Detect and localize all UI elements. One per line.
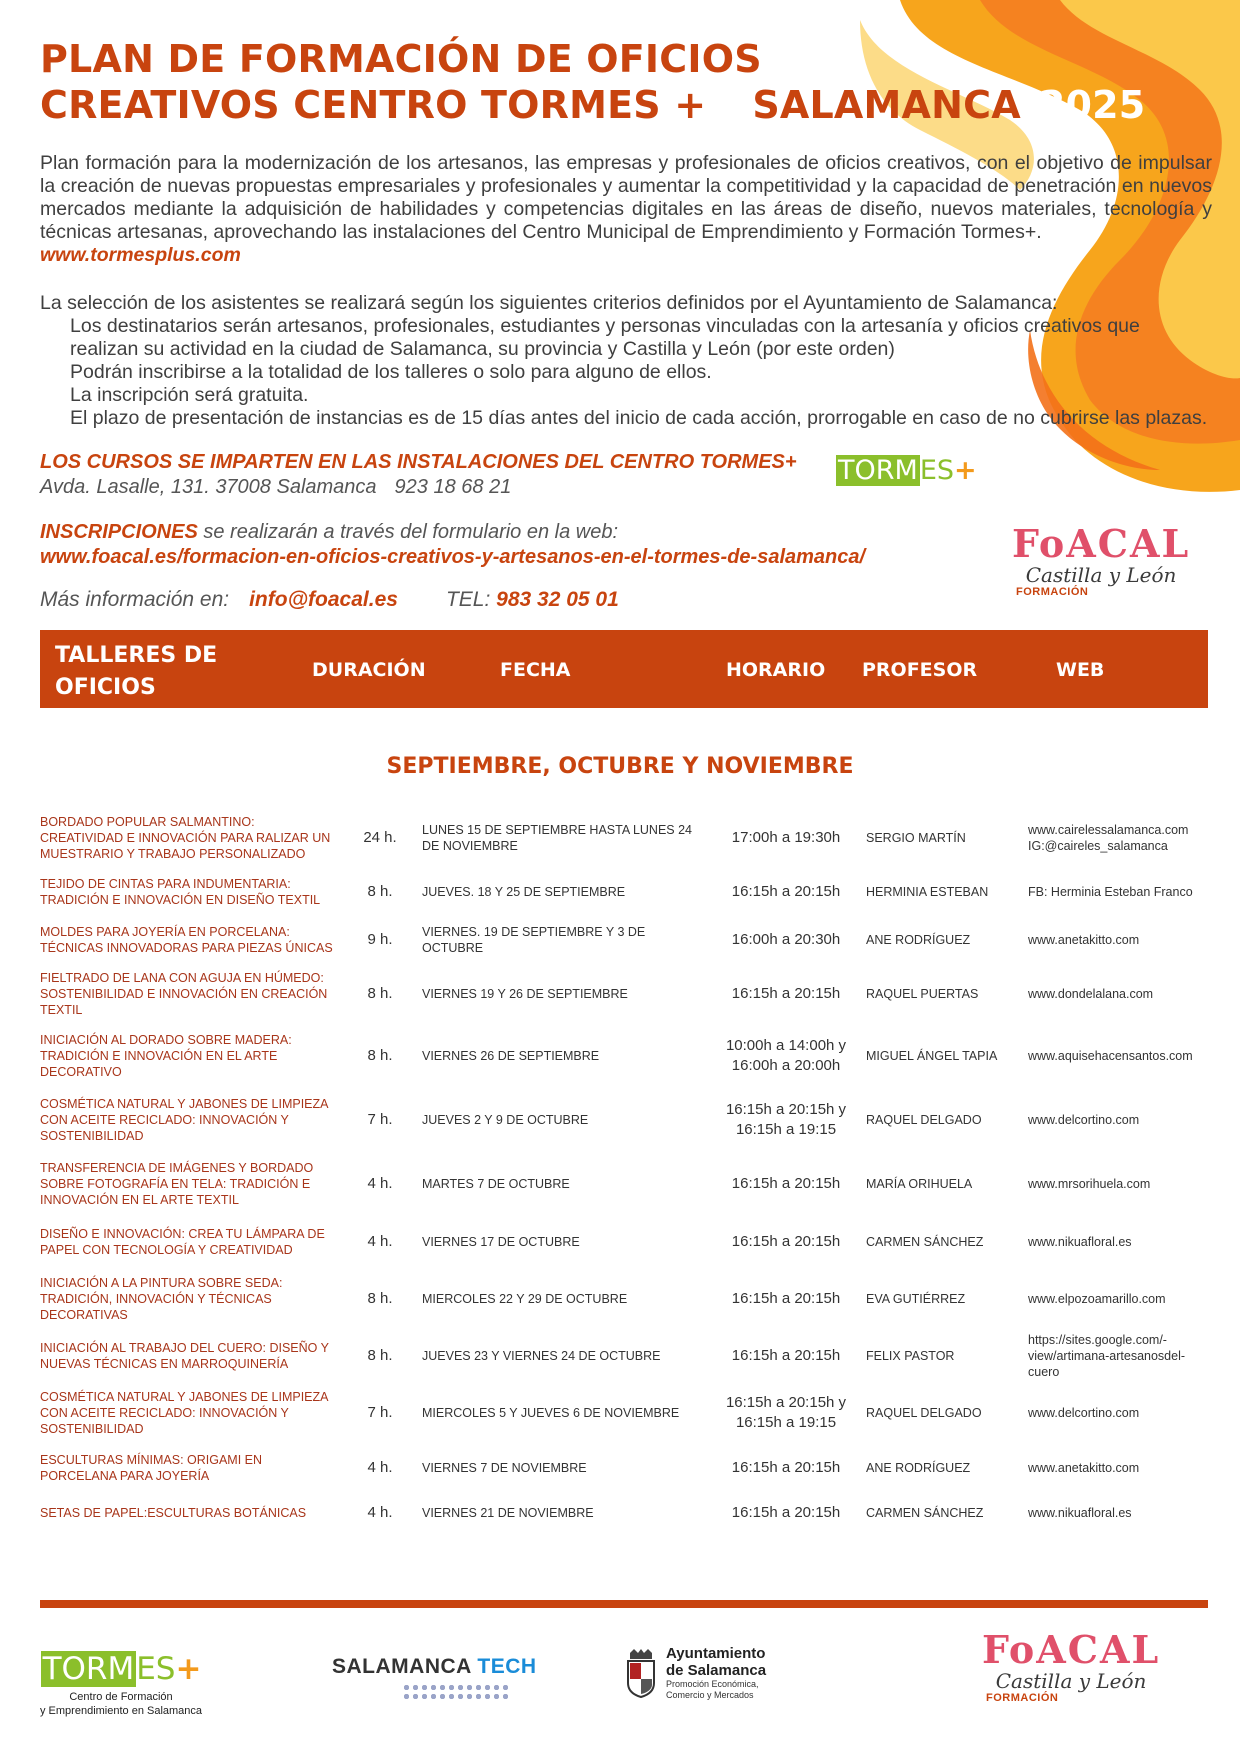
criteria-item: El plazo de presentación de instancias es de 15 días antes del inicio de cada acción, prorrogable en caso de no cubrirse las plazas.	[70, 407, 1208, 429]
title-line-2	[40, 82, 1145, 128]
workshop-date: VIERNES 7 DE NOVIEMBRE	[422, 1461, 587, 1475]
workshop-teacher: MARÍA ORIHUELA	[866, 1177, 973, 1191]
table-row	[40, 1216, 1220, 1268]
workshop-name: TEJIDO DE CINTAS PARA INDUMENTARIA: TRADICIÓN E INNOVACIÓN EN DISEÑO TEXTIL	[40, 877, 321, 907]
venue-address-line	[40, 475, 797, 500]
workshop-date: VIERNES 19 Y 26 DE SEPTIEMBRE	[422, 987, 628, 1001]
title-line-1: PLAN DE FORMACIÓN DE OFICIOS	[40, 37, 762, 81]
workshop-date: VIERNES. 19 DE SEPTIEMBRE Y 3 DE OCTUBRE	[422, 925, 646, 955]
workshop-web[interactable]: www.cairelessalamanca.com IG:@caireles_salamanca	[1028, 823, 1189, 853]
venue-phone: 923 18 68 21	[394, 476, 512, 498]
footer-tormes-logo	[40, 1652, 202, 1718]
header-duracion: DURACIÓN	[312, 659, 426, 681]
intro-text: Plan formación para la modernización de los artesanos, las empresas y profesionales de oficios creativos, con el objetivo de impulsar la creación de nuevas propuestas empresariales y profesionales y aumentar la competitividad y la capacidad de penetración en nuevos mercados mediante la adquisición de habilidades y competencias digitales en las áreas de diseño, nuevos materiales, tecnología y técnicas artesanas, aprovechando las instalaciones del Centro Municipal de Emprendimiento y Formación Tormes+.	[40, 152, 1212, 243]
workshop-date: JUEVES 2 Y 9 DE OCTUBRE	[422, 1113, 589, 1127]
workshop-date: MIERCOLES 5 Y JUEVES 6 DE NOVIEMBRE	[422, 1406, 680, 1420]
title-city: SALAMANCA	[752, 83, 1021, 127]
crest-icon	[624, 1647, 658, 1699]
table-row	[40, 1024, 1220, 1088]
workshop-teacher: HERMINIA ESTEBAN	[866, 885, 989, 899]
workshop-duration: 8 h.	[367, 1290, 393, 1307]
criteria-item: La inscripción será gratuita.	[70, 384, 309, 406]
header-talleres: TALLERES DE OFICIOS CREATIVOS	[55, 643, 218, 732]
workshop-duration: 7 h.	[367, 1404, 393, 1421]
workshop-date: JUEVES 23 Y VIERNES 24 DE OCTUBRE	[422, 1349, 661, 1363]
ayto-line-1: Ayuntamiento	[666, 1645, 766, 1662]
footer-divider	[40, 1600, 1208, 1608]
tormes-logo	[836, 456, 977, 486]
workshop-name: DISEÑO E INNOVACIÓN: CREA TU LÁMPARA DE PAPEL CON TECNOLOGÍA Y CREATIVIDAD	[40, 1227, 325, 1257]
workshop-duration: 4 h.	[367, 1459, 393, 1476]
table-row	[40, 1152, 1220, 1216]
workshop-time: 17:00h a 19:30h	[731, 829, 841, 846]
header-horario: HORARIO	[726, 659, 826, 681]
workshop-name: INICIACIÓN A LA PINTURA SOBRE SEDA: TRADICIÓN, INNOVACIÓN Y TÉCNICAS DECORATIVAS	[40, 1276, 283, 1322]
footer-foacal-word: FoACAL	[982, 1627, 1161, 1672]
workshop-teacher: SERGIO MARTÍN	[866, 831, 966, 845]
tormes-logo-b: ES	[919, 455, 955, 486]
workshop-name: BORDADO POPULAR SALMANTINO: CREATIVIDAD E INNOVACIÓN PARA RALIZAR UN MUESTRARIO Y TRABAJO PERSONALIZADO	[40, 815, 331, 861]
page-title	[40, 36, 1145, 128]
workshop-teacher: ANE RODRÍGUEZ	[866, 933, 971, 947]
workshop-duration: 7 h.	[367, 1111, 393, 1128]
workshop-web[interactable]: www.nikuafloral.es	[1028, 1506, 1132, 1520]
workshop-duration: 8 h.	[367, 1347, 393, 1364]
workshop-time: 16:15h a 20:15h	[731, 985, 841, 1002]
criteria-item: Podrán inscribirse a la totalidad de los talleres o solo para alguno de ellos.	[70, 361, 712, 383]
workshop-teacher: RAQUEL DELGADO	[866, 1406, 982, 1420]
workshop-name: FIELTRADO DE LANA CON AGUJA EN HÚMEDO: SOSTENIBILIDAD E INNOVACIÓN EN CREACIÓN TEXTIL	[40, 971, 328, 1017]
criteria-item: Los destinatarios serán artesanos, profesionales, estudiantes y personas vinculadas con la artesanía y oficios creativos que realizan su actividad en la ciudad de Salamanca, su provincia y Castilla y León (por este orden)	[70, 315, 1140, 360]
workshop-time: 16:15h a 20:15h y 16:15h a 19:15	[725, 1101, 847, 1138]
workshop-duration: 4 h.	[367, 1504, 393, 1521]
header-profesor: PROFESOR	[862, 659, 978, 681]
workshop-time: 16:15h a 20:15h	[731, 883, 841, 900]
foacal-logo	[1012, 521, 1191, 598]
workshop-time: 16:15h a 20:15h	[731, 1290, 841, 1307]
workshop-date: VIERNES 17 DE OCTUBRE	[422, 1235, 580, 1249]
contact-email[interactable]: info@foacal.es	[249, 588, 398, 611]
foacal-logo-sub: FORMACIÓN	[1016, 586, 1089, 598]
footer-salamanca-tech-logo	[332, 1655, 537, 1703]
venue-info	[40, 450, 797, 500]
workshop-table	[40, 808, 1220, 1534]
intro-paragraph	[40, 152, 1212, 267]
workshop-web[interactable]: https://sites.google.com/-view/artimana-artesanosdel-cuero	[1028, 1333, 1186, 1379]
salamanca-tech-wordmark	[332, 1655, 537, 1679]
tormes-logo-a: TORM	[838, 455, 918, 486]
workshop-time: 16:15h a 20:15h	[731, 1347, 841, 1364]
venue-heading: LOS CURSOS SE IMPARTEN EN LAS INSTALACIONES DEL CENTRO TORMES+	[40, 451, 797, 473]
table-row	[40, 1492, 1220, 1534]
registration-info	[40, 520, 865, 570]
workshop-name: INICIACIÓN AL DORADO SOBRE MADERA: TRADICIÓN E INNOVACIÓN EN EL ARTE DECORATIVO	[40, 1033, 292, 1079]
workshop-web[interactable]: FB: Herminia Esteban Franco	[1028, 885, 1193, 899]
workshop-duration: 8 h.	[367, 1047, 393, 1064]
workshop-time: 16:00h a 20:30h	[731, 931, 841, 948]
workshop-name: TRANSFERENCIA DE IMÁGENES Y BORDADO SOBRE FOTOGRAFÍA EN TELA: TRADICIÓN E INNOVACIÓN EN EL ARTE TEXTIL	[40, 1161, 314, 1207]
workshop-web[interactable]: www.delcortino.com	[1028, 1113, 1140, 1127]
workshop-time: 16:15h a 20:15h	[731, 1459, 841, 1476]
registration-label: INSCRIPCIONES	[40, 521, 198, 543]
contact-info	[40, 586, 619, 614]
workshop-date: VIERNES 26 DE SEPTIEMBRE	[422, 1049, 600, 1063]
footer-tormes-a: TORM	[42, 1651, 135, 1687]
workshop-duration: 4 h.	[367, 1175, 393, 1192]
table-row	[40, 1382, 1220, 1444]
salamanca-tech-b: TECH	[477, 1655, 537, 1678]
tormesplus-link[interactable]: www.tormesplus.com	[40, 244, 241, 266]
registration-url[interactable]: www.foacal.es/formacion-en-oficios-creativos-y-artesanos-en-el-tormes-de-salamanca/	[40, 546, 866, 568]
workshop-web[interactable]: www.elpozoamarillo.com	[1028, 1292, 1166, 1306]
header-web: WEB	[1056, 659, 1105, 681]
workshop-date: MARTES 7 DE OCTUBRE	[422, 1177, 570, 1191]
workshop-date: LUNES 15 DE SEPTIEMBRE HASTA LUNES 24 DE NOVIEMBRE	[422, 823, 693, 853]
table-row	[40, 916, 1220, 964]
workshop-date: VIERNES 21 DE NOVIEMBRE	[422, 1506, 594, 1520]
workshop-name: ESCULTURAS MÍNIMAS: ORIGAMI EN PORCELANA PARA JOYERÍA	[40, 1453, 263, 1483]
footer-ayuntamiento-logo	[624, 1645, 766, 1701]
table-row	[40, 1268, 1220, 1330]
contact-label: Más información en:	[40, 588, 230, 611]
salamanca-tech-a: SALAMANCA	[332, 1655, 478, 1678]
table-row	[40, 1444, 1220, 1492]
section-title: SEPTIEMBRE, OCTUBRE Y NOVIEMBRE	[386, 754, 854, 779]
footer-foacal-region: Castilla y León	[995, 1669, 1147, 1693]
workshop-time: 16:15h a 20:15h	[731, 1175, 841, 1192]
footer-tormes-wordmark	[40, 1652, 202, 1686]
ayto-line-3: Promoción Económica,	[666, 1679, 759, 1689]
criteria-lead: La selección de los asistentes se realizará según los siguientes criterios definidos por el Ayuntamiento de Salamanca:	[40, 292, 1058, 314]
footer-foacal-logo	[982, 1627, 1161, 1704]
workshop-name: SETAS DE PAPEL:ESCULTURAS BOTÁNICAS	[40, 1506, 307, 1520]
workshop-duration: 8 h.	[367, 985, 393, 1002]
foacal-logo-region: Castilla y León	[1025, 563, 1177, 587]
workshop-teacher: EVA GUTIÉRREZ	[866, 1292, 966, 1306]
table-header	[40, 630, 1208, 732]
workshop-duration: 24 h.	[363, 829, 397, 846]
ayto-line-4: Comercio y Mercados	[666, 1690, 754, 1700]
workshop-date: MIERCOLES 22 Y 29 DE OCTUBRE	[422, 1292, 628, 1306]
workshop-name: COSMÉTICA NATURAL Y JABONES DE LIMPIEZA CON ACEITE RECICLADO: INNOVACIÓN Y SOSTENIBILIDAD	[40, 1390, 328, 1436]
selection-criteria	[40, 292, 1212, 430]
workshop-web[interactable]: www.anetakitto.com	[1028, 933, 1140, 947]
table-row	[40, 1330, 1220, 1382]
workshop-duration: 9 h.	[367, 931, 393, 948]
table-row	[40, 868, 1220, 916]
workshop-time: 10:00h a 14:00h y 16:00h a 20:00h	[725, 1037, 847, 1074]
workshop-name: COSMÉTICA NATURAL Y JABONES DE LIMPIEZA CON ACEITE RECICLADO: INNOVACIÓN Y SOSTENIBILIDAD	[40, 1097, 328, 1143]
contact-tel-label: TEL:	[445, 588, 491, 611]
workshop-teacher: ANE RODRÍGUEZ	[866, 1461, 971, 1475]
footer-tormes-plus: +	[175, 1651, 202, 1687]
workshop-web[interactable]: www.delcortino.com	[1028, 1406, 1140, 1420]
workshop-teacher: CARMEN SÁNCHEZ	[866, 1235, 984, 1249]
workshop-web[interactable]: www.nikuafloral.es	[1028, 1235, 1132, 1249]
header-fecha: FECHA	[500, 659, 571, 681]
workshop-teacher: FELIX PASTOR	[866, 1349, 955, 1363]
workshop-web[interactable]: www.anetakitto.com	[1028, 1461, 1140, 1475]
workshop-web[interactable]: www.mrsorihuela.com	[1028, 1177, 1151, 1191]
workshop-duration: 4 h.	[367, 1233, 393, 1250]
workshop-time: 16:15h a 20:15h y 16:15h a 19:15	[725, 1394, 847, 1431]
table-row	[40, 808, 1220, 868]
workshop-name: INICIACIÓN AL TRABAJO DEL CUERO: DISEÑO Y NUEVAS TÉCNICAS EN MARROQUINERÍA	[40, 1341, 329, 1371]
footer-foacal-sub: FORMACIÓN	[986, 1692, 1059, 1704]
workshop-teacher: CARMEN SÁNCHEZ	[866, 1506, 984, 1520]
contact-tel[interactable]: 983 32 05 01	[496, 588, 619, 611]
workshop-web[interactable]: www.aquisehacensantos.com	[1028, 1049, 1193, 1063]
title-line-2-text: CREATIVOS CENTRO TORMES +	[40, 83, 707, 127]
workshop-name: MOLDES PARA JOYERÍA EN PORCELANA: TÉCNICAS INNOVADORAS PARA PIEZAS ÚNICAS	[40, 925, 333, 955]
workshop-teacher: RAQUEL DELGADO	[866, 1113, 982, 1127]
workshop-date: JUEVES. 18 Y 25 DE SEPTIEMBRE	[422, 885, 626, 899]
workshop-teacher: RAQUEL PUERTAS	[866, 987, 979, 1001]
workshop-teacher: MIGUEL ÁNGEL TAPIA	[866, 1049, 998, 1063]
ayto-line-2: de Salamanca	[666, 1662, 767, 1679]
workshop-time: 16:15h a 20:15h	[731, 1504, 841, 1521]
workshop-time: 16:15h a 20:15h	[731, 1233, 841, 1250]
footer-tormes-b: ES	[136, 1651, 176, 1687]
footer-tormes-sub2: y Emprendimiento en Salamanca	[40, 1705, 203, 1717]
registration-text: se realizarán a través del formulario en la web:	[203, 521, 619, 543]
workshop-web[interactable]: www.dondelalana.com	[1028, 987, 1154, 1001]
table-row	[40, 1088, 1220, 1152]
salamanca-tech-dots	[402, 1683, 512, 1703]
title-year: 2025	[1038, 83, 1146, 127]
venue-address: Avda. Lasalle, 131. 37008 Salamanca	[40, 476, 377, 498]
tormes-logo-plus: +	[954, 455, 977, 486]
table-row	[40, 964, 1220, 1024]
workshop-duration: 8 h.	[367, 883, 393, 900]
foacal-logo-word: FoACAL	[1012, 521, 1191, 566]
footer-tormes-sub1: Centro de Formación	[69, 1691, 173, 1703]
